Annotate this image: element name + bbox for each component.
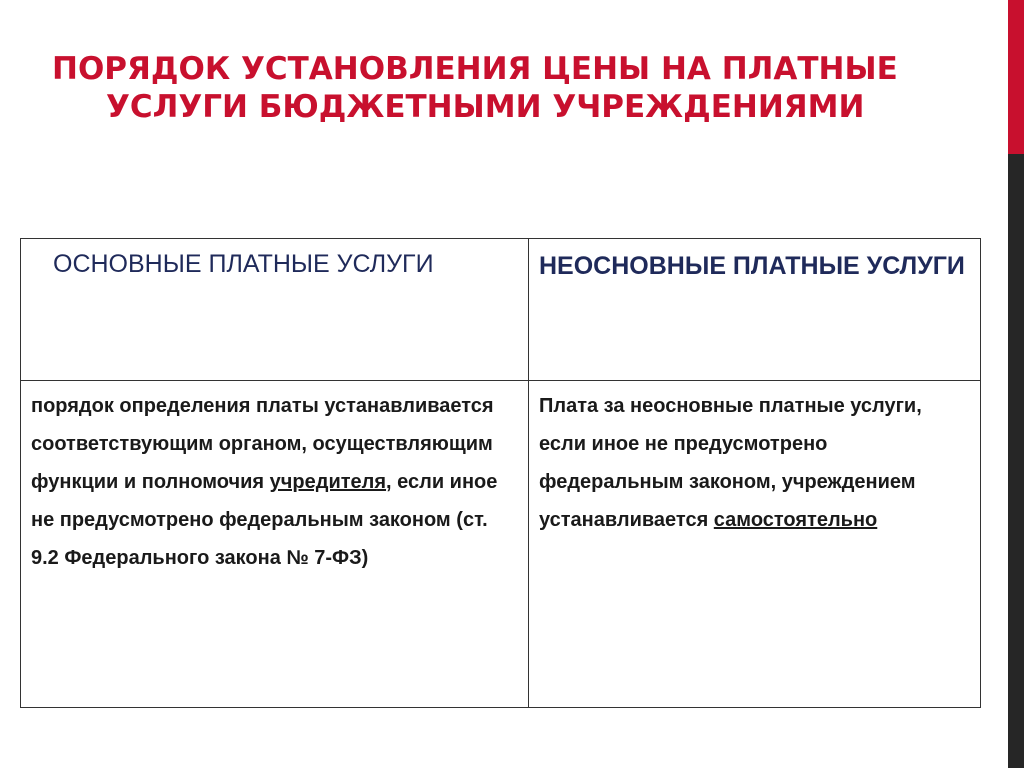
header-cell-main-services: [21, 239, 529, 381]
main-services-text-part1: порядок определения платы устанавливается соответствующим органом, осуществляющим функции и полномочия: [31, 395, 494, 493]
cell-non-main-services-rule: [529, 381, 981, 708]
slide-title: [52, 50, 992, 126]
header-main-services-label: ОСНОВНЫЕ ПЛАТНЫЕ УСЛУГИ: [53, 250, 434, 278]
table-header-row: [21, 239, 981, 381]
side-accent-bar-red: [1008, 0, 1024, 154]
header-cell-non-main-services: [529, 239, 981, 381]
cell-main-services-rule: [21, 381, 529, 708]
slide-title-line-1: ПОРЯДОК УСТАНОВЛЕНИЯ ЦЕНЫ НА ПЛАТНЫЕ: [52, 51, 898, 87]
side-accent-bar-dark: [1008, 154, 1024, 768]
main-services-text-part2: , если иное не предусмотрено федеральным законом (ст. 9.2 Федерального закона № 7-ФЗ): [31, 471, 498, 569]
slide-title-line-2: УСЛУГИ БЮДЖЕТНЫМИ УЧРЕЖДЕНИЯМИ: [106, 89, 865, 125]
services-table: [20, 238, 981, 708]
non-main-services-underlined-term: самостоятельно: [713, 509, 878, 531]
main-services-underlined-term: учредителя: [269, 471, 387, 493]
header-non-main-services-label: НЕОСНОВНЫЕ ПЛАТНЫЕ УСЛУГИ: [539, 252, 965, 280]
table-body-row: [21, 381, 981, 708]
non-main-services-text-part1: Плата за неосновные платные услуги, если иное не предусмотрено федеральным законом, учреждением устанавливается: [539, 395, 922, 531]
